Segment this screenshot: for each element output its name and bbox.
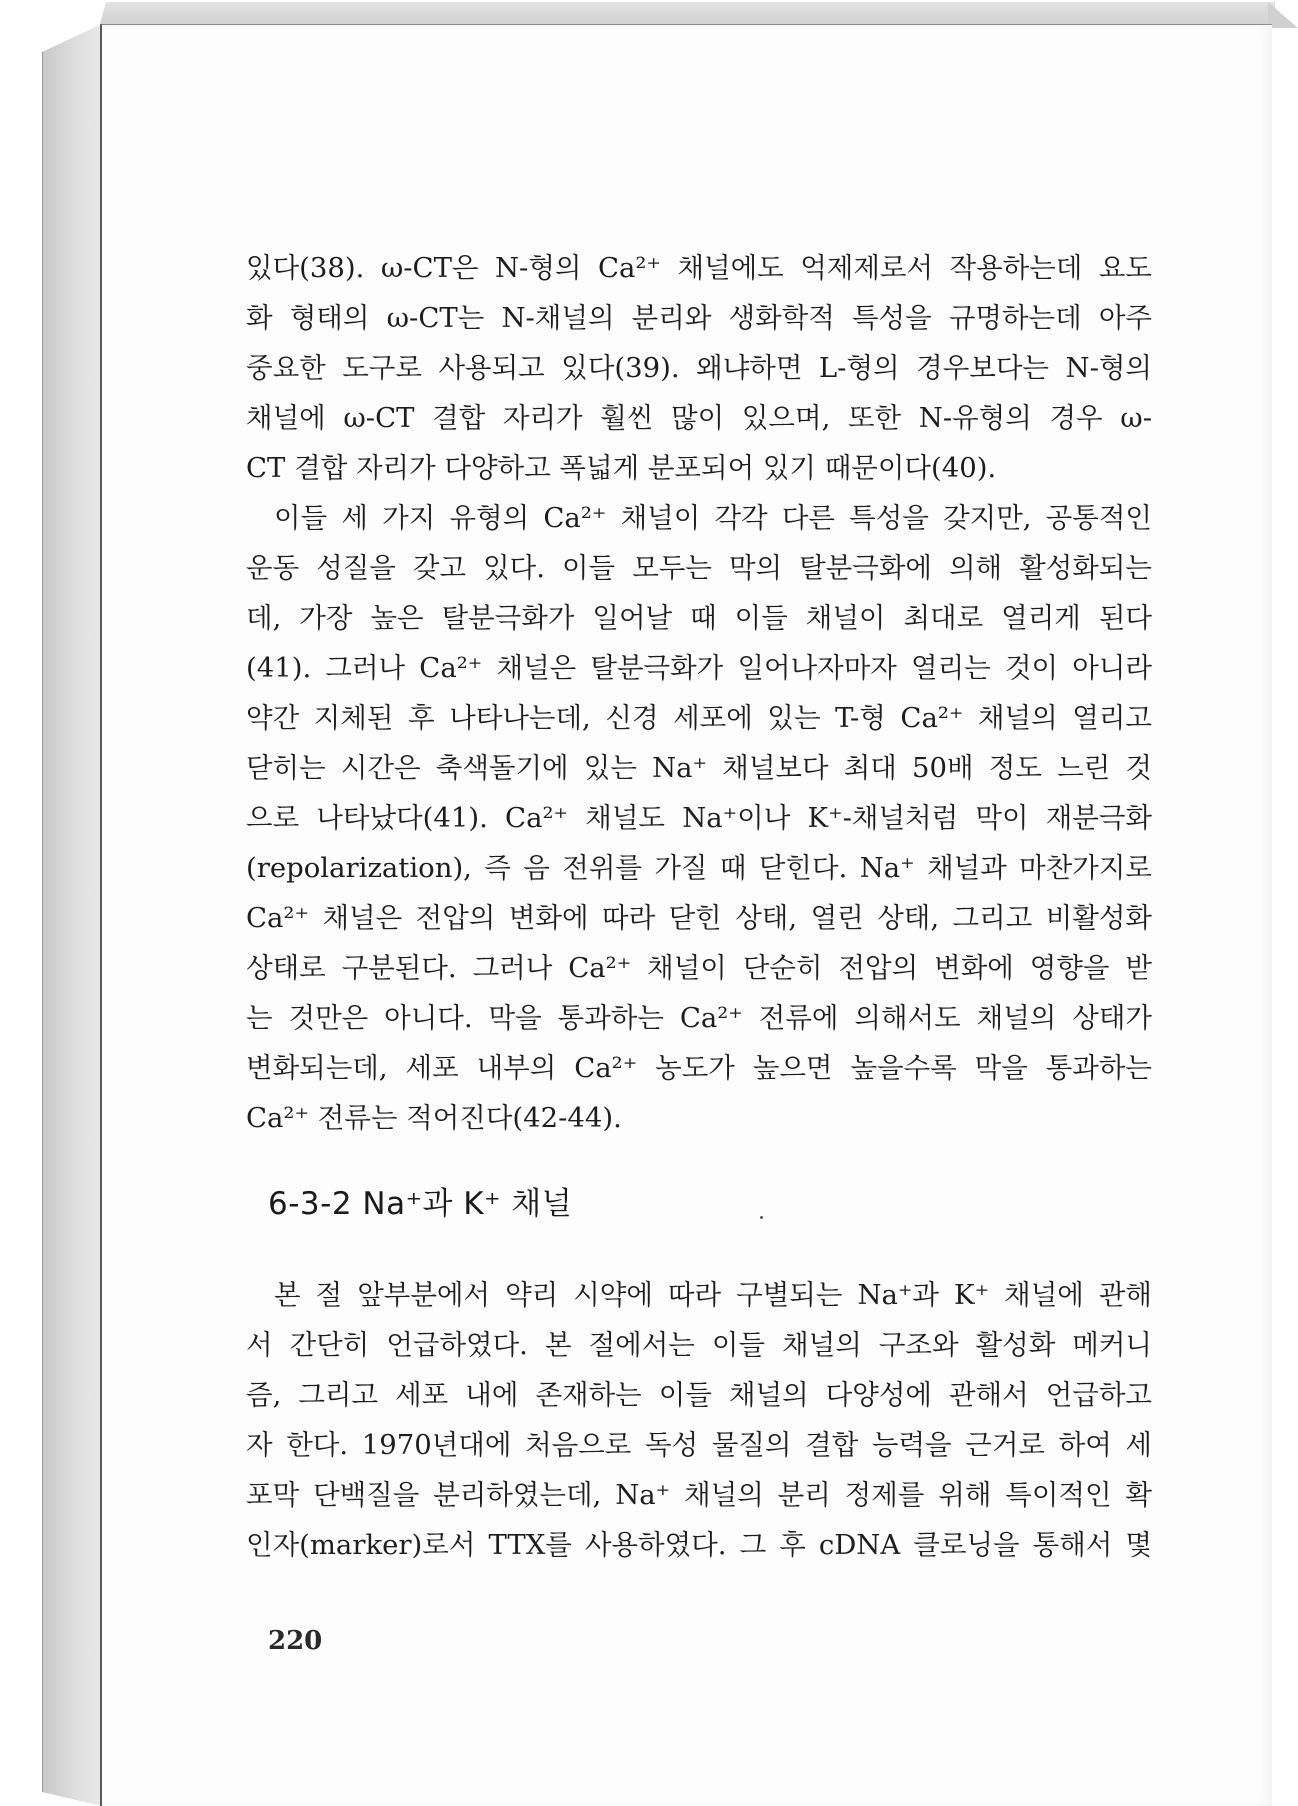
- text-line: 서 간단히 언급하였다. 본 절에서는 이들 채널의 구조와 활성화 메커니: [246, 1329, 1152, 1361]
- page-number: 220: [268, 1626, 323, 1656]
- book-corner-edge: [1268, 2, 1298, 30]
- text-line: 데, 가장 높은 탈분극화가 일어날 때 이들 채널이 최대로 열리게 된다: [246, 602, 1152, 634]
- text-line: 이들 세 가지 유형의 Ca²⁺ 채널이 각각 다른 특성을 갖지만, 공통적인: [274, 502, 1152, 534]
- book-spine-edge: [42, 24, 103, 1806]
- text-line: 채널에 ω-CT 결합 자리가 훨씬 많이 있으며, 또한 N-유형의 경우 ω-: [246, 402, 1152, 434]
- text-line: 자 한다. 1970년대에 처음으로 독성 물질의 결합 능력을 근거로 하여 세: [246, 1429, 1152, 1461]
- text-line: 상태로 구분된다. 그러나 Ca²⁺ 채널이 단순히 전압의 변화에 영향을 받: [246, 952, 1152, 984]
- text-line: 는 것만은 아니다. 막을 통과하는 Ca²⁺ 전류에 의해서도 채널의 상태가: [246, 1002, 1152, 1034]
- text-line: 있다(38). ω-CT은 N-형의 Ca²⁺ 채널에도 억제제로서 작용하는데 요도: [246, 252, 1152, 284]
- text-line: 포막 단백질을 분리하였는데, Na⁺ 채널의 분리 정제를 위해 특이적인 확: [246, 1479, 1152, 1511]
- text-line: 변화되는데, 세포 내부의 Ca²⁺ 농도가 높으면 높을수록 막을 통과하는: [246, 1052, 1152, 1084]
- text-line: (repolarization), 즉 음 전위를 가질 때 닫힌다. Na⁺ 채널과 마찬가지로: [246, 852, 1152, 884]
- paragraph-2: [246, 493, 1152, 1143]
- text-line: Ca²⁺ 채널은 전압의 변화에 따라 닫힌 상태, 열린 상태, 그리고 비활성화: [246, 902, 1152, 934]
- text-line: 닫히는 시간은 축색돌기에 있는 Na⁺ 채널보다 최대 50배 정도 느린 것: [246, 752, 1152, 784]
- text-line: 즘, 그리고 세포 내에 존재하는 이들 채널의 다양성에 관해서 언급하고: [246, 1379, 1152, 1411]
- text-line: 중요한 도구로 사용되고 있다(39). 왜냐하면 L-형의 경우보다는 N-형의: [246, 352, 1152, 384]
- scan-speck: [760, 1216, 763, 1219]
- book-top-edge: [100, 2, 1275, 26]
- text-line: 약간 지체된 후 나타나는데, 신경 세포에 있는 T-형 Ca²⁺ 채널의 열리고: [246, 702, 1152, 734]
- text-line: 화 형태의 ω-CT는 N-채널의 분리와 생화학적 특성을 규명하는데 아주: [246, 302, 1152, 334]
- text-line: 으로 나타났다(41). Ca²⁺ 채널도 Na⁺이나 K⁺-채널처럼 막이 재분극화: [246, 802, 1152, 834]
- paragraph-1: [246, 243, 1152, 493]
- text-line: CT 결합 자리가 다양하고 폭넓게 분포되어 있기 때문이다(40).: [246, 452, 997, 484]
- paragraph-3: [246, 1270, 1152, 1570]
- text-line: Ca²⁺ 전류는 적어진다(42-44).: [246, 1102, 622, 1134]
- text-line: 운동 성질을 갖고 있다. 이들 모두는 막의 탈분극화에 의해 활성화되는: [246, 552, 1152, 584]
- text-line: (41). 그러나 Ca²⁺ 채널은 탈분극화가 일어나자마자 열리는 것이 아니라: [246, 652, 1152, 684]
- section-heading: 6-3-2 Na⁺과 K⁺ 채널: [268, 1186, 573, 1222]
- text-line: 인자(marker)로서 TTX를 사용하였다. 그 후 cDNA 클로닝을 통해서 몇: [246, 1529, 1152, 1561]
- text-line: 본 절 앞부분에서 약리 시약에 따라 구별되는 Na⁺과 K⁺ 채널에 관해: [274, 1279, 1152, 1311]
